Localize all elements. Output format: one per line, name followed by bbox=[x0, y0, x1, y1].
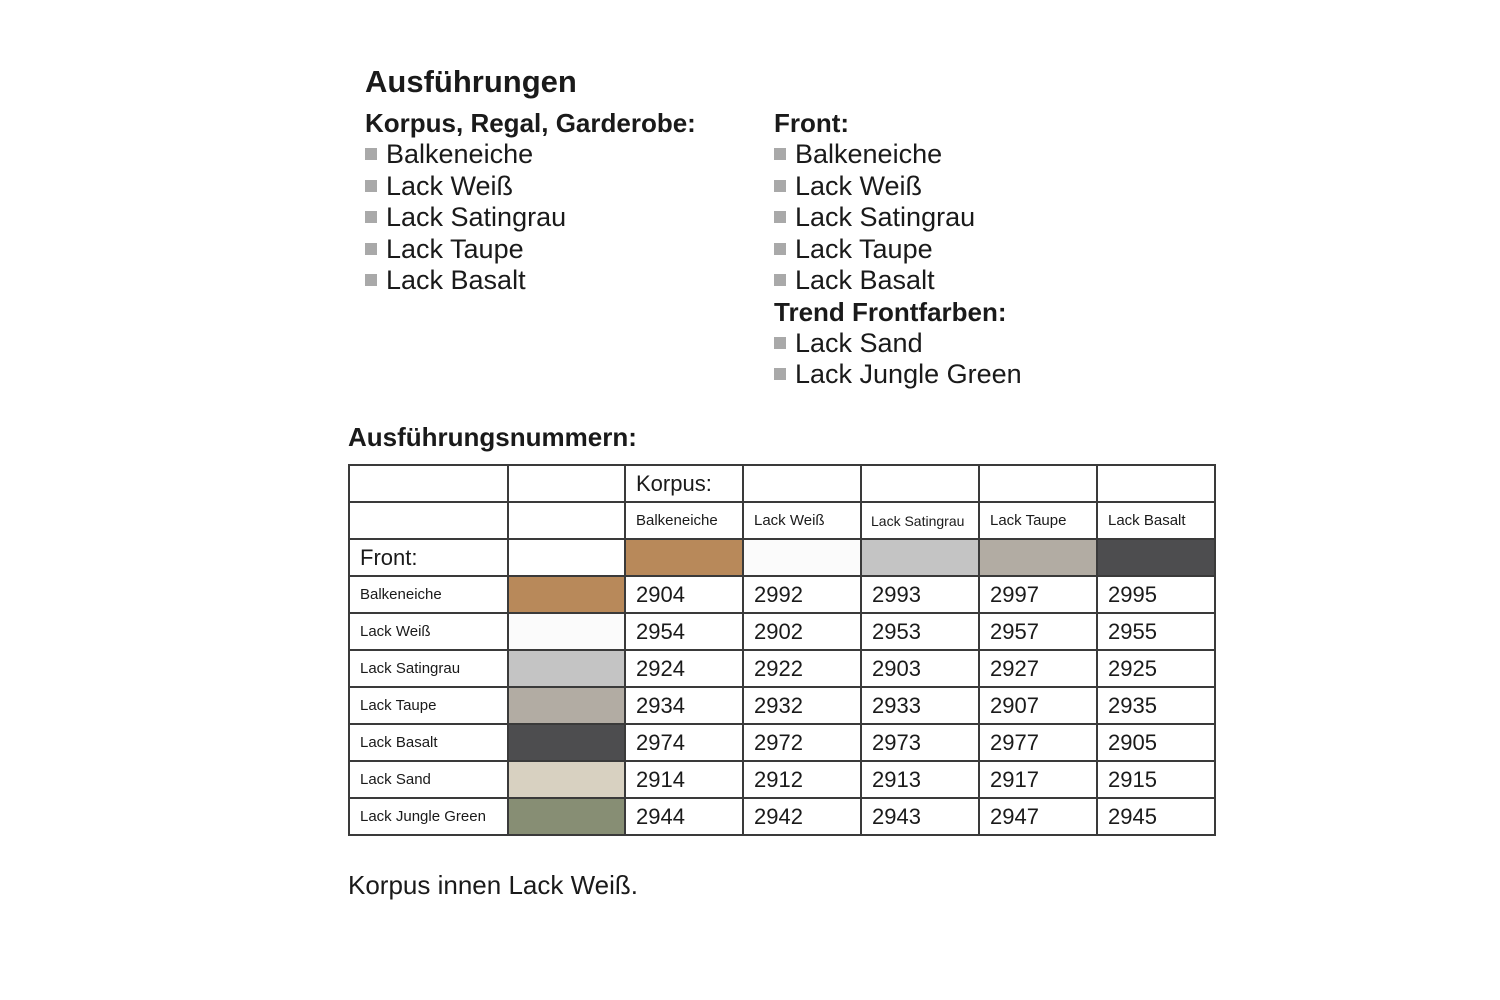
list-item: Lack Sand bbox=[774, 328, 1022, 360]
table-cell: 2917 bbox=[979, 761, 1097, 798]
front-list bbox=[774, 139, 1022, 297]
table-row bbox=[349, 576, 1215, 613]
front-label: Lack Taupe bbox=[349, 687, 508, 724]
front-swatch bbox=[508, 576, 625, 613]
front-label: Lack Satingrau bbox=[349, 650, 508, 687]
column-header: Lack Satingrau bbox=[861, 502, 979, 539]
table-cell: 2955 bbox=[1097, 613, 1215, 650]
page-title: Ausführungen bbox=[365, 64, 577, 99]
table-cell bbox=[743, 465, 861, 502]
table-cell: 2942 bbox=[743, 798, 861, 835]
korpus-swatch bbox=[1097, 539, 1215, 576]
table-cell: 2912 bbox=[743, 761, 861, 798]
korpus-label: Korpus: bbox=[625, 465, 743, 502]
table-row bbox=[349, 613, 1215, 650]
table-cell: 2904 bbox=[625, 576, 743, 613]
front-swatch bbox=[508, 650, 625, 687]
column-header: Balkeneiche bbox=[625, 502, 743, 539]
table-cell: 2943 bbox=[861, 798, 979, 835]
square-bullet-icon bbox=[774, 368, 786, 380]
column-header: Lack Taupe bbox=[979, 502, 1097, 539]
table-cell: 2907 bbox=[979, 687, 1097, 724]
square-bullet-icon bbox=[365, 148, 377, 160]
table-row bbox=[349, 761, 1215, 798]
korpus-swatch bbox=[861, 539, 979, 576]
table-cell: 2927 bbox=[979, 650, 1097, 687]
square-bullet-icon bbox=[365, 180, 377, 192]
table-cell: 2934 bbox=[625, 687, 743, 724]
list-item: Lack Basalt bbox=[774, 265, 1022, 297]
front-swatch bbox=[508, 724, 625, 761]
table-cell: 2992 bbox=[743, 576, 861, 613]
korpus-swatch bbox=[625, 539, 743, 576]
list-item: Balkeneiche bbox=[365, 139, 696, 171]
table-cell: 2915 bbox=[1097, 761, 1215, 798]
front-label: Lack Weiß bbox=[349, 613, 508, 650]
front-label: Lack Basalt bbox=[349, 724, 508, 761]
square-bullet-icon bbox=[774, 274, 786, 286]
table-cell: 2932 bbox=[743, 687, 861, 724]
list-item: Lack Satingrau bbox=[365, 202, 696, 234]
trend-list bbox=[774, 328, 1022, 391]
table-cell: 2957 bbox=[979, 613, 1097, 650]
list-item: Lack Weiß bbox=[774, 171, 1022, 203]
list-item: Lack Jungle Green bbox=[774, 359, 1022, 391]
front-swatch bbox=[508, 798, 625, 835]
table-cell: 2933 bbox=[861, 687, 979, 724]
table-cell: 2913 bbox=[861, 761, 979, 798]
table-cell: 2925 bbox=[1097, 650, 1215, 687]
list-item: Lack Basalt bbox=[365, 265, 696, 297]
table-row bbox=[349, 687, 1215, 724]
table-cell bbox=[508, 502, 625, 539]
table-row bbox=[349, 650, 1215, 687]
trend-heading: Trend Frontfarben: bbox=[774, 296, 1007, 327]
table-cell: 2903 bbox=[861, 650, 979, 687]
table-cell: 2902 bbox=[743, 613, 861, 650]
square-bullet-icon bbox=[365, 211, 377, 223]
table-cell bbox=[861, 465, 979, 502]
table-cell bbox=[508, 465, 625, 502]
table-cell: 2905 bbox=[1097, 724, 1215, 761]
table-cell: 2914 bbox=[625, 761, 743, 798]
table-cell bbox=[1097, 465, 1215, 502]
column-header: Lack Weiß bbox=[743, 502, 861, 539]
list-item: Lack Satingrau bbox=[774, 202, 1022, 234]
numbers-table bbox=[348, 464, 1216, 836]
table-cell: 2972 bbox=[743, 724, 861, 761]
list-item: Lack Taupe bbox=[365, 234, 696, 266]
table-cell bbox=[349, 465, 508, 502]
table-cell bbox=[979, 465, 1097, 502]
table-cell: 2995 bbox=[1097, 576, 1215, 613]
numbers-title: Ausführungsnummern: bbox=[348, 422, 637, 452]
table-cell: 2993 bbox=[861, 576, 979, 613]
table-cell: 2977 bbox=[979, 724, 1097, 761]
table-cell: 2945 bbox=[1097, 798, 1215, 835]
table-cell: 2973 bbox=[861, 724, 979, 761]
square-bullet-icon bbox=[365, 243, 377, 255]
table-cell: 2953 bbox=[861, 613, 979, 650]
front-label: Lack Jungle Green bbox=[349, 798, 508, 835]
korpus-swatch bbox=[979, 539, 1097, 576]
list-item: Lack Taupe bbox=[774, 234, 1022, 266]
korpus-options bbox=[365, 108, 696, 297]
table-cell: 2974 bbox=[625, 724, 743, 761]
front-label: Front: bbox=[349, 539, 508, 576]
square-bullet-icon bbox=[774, 243, 786, 255]
table-cell: 2947 bbox=[979, 798, 1097, 835]
korpus-swatch bbox=[743, 539, 861, 576]
front-swatch bbox=[508, 687, 625, 724]
table-cell: 2935 bbox=[1097, 687, 1215, 724]
square-bullet-icon bbox=[774, 211, 786, 223]
square-bullet-icon bbox=[774, 337, 786, 349]
korpus-heading: Korpus, Regal, Garderobe: bbox=[365, 108, 696, 138]
table-cell: 2954 bbox=[625, 613, 743, 650]
square-bullet-icon bbox=[365, 274, 377, 286]
table-cell bbox=[508, 539, 625, 576]
table-header-row bbox=[349, 465, 1215, 502]
table-row bbox=[349, 724, 1215, 761]
list-item: Balkeneiche bbox=[774, 139, 1022, 171]
column-header: Lack Basalt bbox=[1097, 502, 1215, 539]
front-swatch bbox=[508, 613, 625, 650]
table-cell bbox=[349, 502, 508, 539]
footer-note: Korpus innen Lack Weiß. bbox=[348, 870, 638, 900]
front-label: Balkeneiche bbox=[349, 576, 508, 613]
square-bullet-icon bbox=[774, 148, 786, 160]
front-swatch bbox=[508, 761, 625, 798]
table-cell: 2997 bbox=[979, 576, 1097, 613]
swatch-row bbox=[349, 539, 1215, 576]
front-options bbox=[774, 108, 1022, 391]
front-label: Lack Sand bbox=[349, 761, 508, 798]
table-row bbox=[349, 798, 1215, 835]
square-bullet-icon bbox=[774, 180, 786, 192]
korpus-list bbox=[365, 139, 696, 297]
front-heading: Front: bbox=[774, 108, 850, 138]
table-cell: 2924 bbox=[625, 650, 743, 687]
table-cell: 2922 bbox=[743, 650, 861, 687]
list-item: Lack Weiß bbox=[365, 171, 696, 203]
table-cell: 2944 bbox=[625, 798, 743, 835]
table-header-row bbox=[349, 502, 1215, 539]
